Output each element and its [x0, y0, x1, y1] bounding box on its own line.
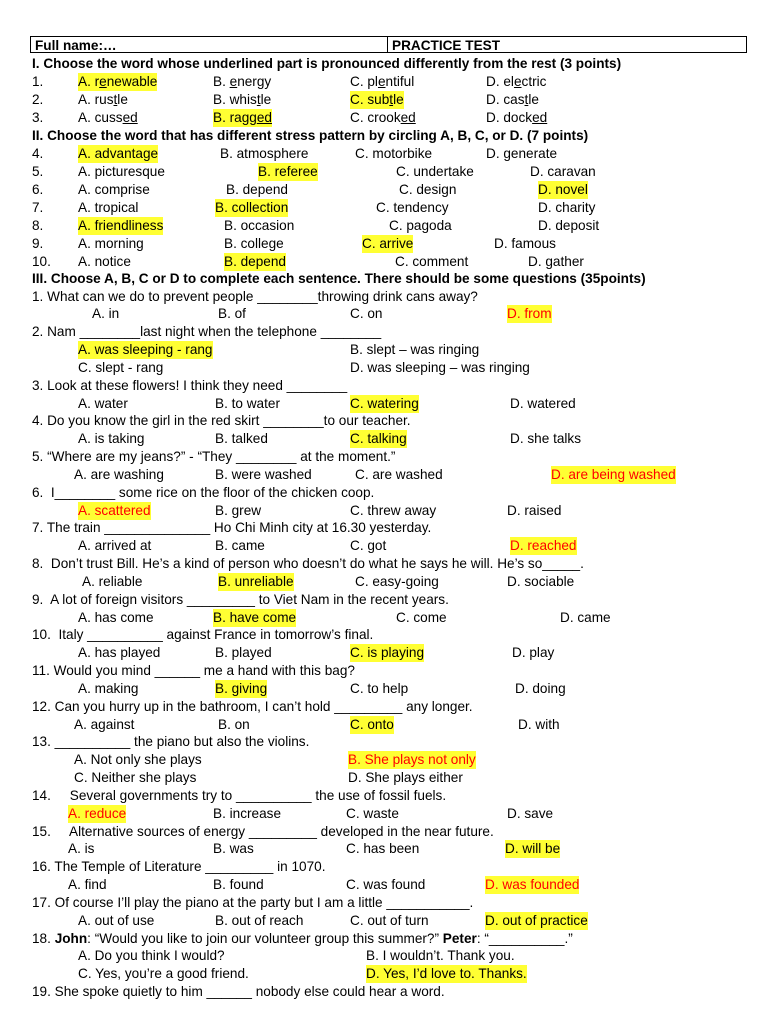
option-c[interactable]: C. plentiful	[350, 74, 415, 89]
option-b[interactable]: B. ragged	[213, 110, 272, 125]
answer-row	[0, 912, 768, 930]
option-b[interactable]: B. of	[218, 306, 246, 321]
answer-row	[0, 769, 768, 787]
option-d[interactable]: D. electric	[486, 74, 547, 89]
option-b[interactable]: B. atmosphere	[220, 146, 309, 161]
option-a[interactable]: A. picturesque	[78, 164, 165, 179]
option-b[interactable]: B. talked	[215, 431, 268, 446]
question-stem: 14. Several governments try to __________ the use of fossil fuels.	[32, 788, 447, 803]
option-d[interactable]: D. came	[560, 610, 611, 625]
option-d[interactable]: D. castle	[486, 92, 539, 107]
option-b[interactable]: B. giving	[215, 681, 268, 696]
option-a[interactable]: A. rustle	[78, 92, 128, 107]
option-c[interactable]: C. on	[350, 306, 383, 321]
question-row: 10. A. notice B. depend C. comment D. gather	[32, 254, 584, 269]
answer-row	[0, 573, 768, 591]
option-a[interactable]: A. in	[92, 306, 120, 321]
option-d[interactable]: D. charity	[538, 200, 596, 215]
option-d[interactable]: D. Yes, I’d love to. Thanks.	[366, 966, 527, 981]
option-c[interactable]: C. was found	[346, 877, 426, 892]
option-d[interactable]: D. are being washed	[551, 467, 676, 482]
option-a[interactable]: A. advantage	[78, 146, 159, 161]
option-d[interactable]: D. play	[512, 645, 555, 660]
option-a[interactable]: A. renewable	[78, 74, 158, 89]
test-title: PRACTICE TEST	[392, 38, 500, 53]
question-stem: 3. Look at these flowers! I think they need ________	[32, 378, 348, 393]
option-a[interactable]: A. find	[68, 877, 107, 892]
question-row: 1. A. renewable B. energy C. plentiful D. electric	[32, 74, 547, 89]
answer-row	[0, 947, 768, 965]
option-d[interactable]: D. out of practice	[485, 913, 588, 928]
option-a[interactable]: A. scattered	[78, 503, 151, 518]
answer-row	[0, 965, 768, 983]
option-c[interactable]: C. pagoda	[389, 218, 452, 233]
option-a[interactable]: A. reduce	[68, 806, 127, 821]
option-a[interactable]: A. arrived at	[78, 538, 152, 553]
answer-row	[0, 680, 768, 698]
option-d[interactable]: D. save	[507, 806, 554, 821]
option-a[interactable]: A. Not only she plays	[74, 752, 202, 767]
option-b[interactable]: B. She plays not only	[348, 752, 476, 767]
question-row: 5. A. picturesque B. referee C. undertake D. caravan	[32, 164, 596, 179]
option-c[interactable]: C. crooked	[350, 110, 416, 125]
question-stem: 13. __________ the piano but also the violins.	[32, 734, 310, 749]
option-b[interactable]: B. out of reach	[215, 913, 304, 928]
option-d[interactable]: D. was founded	[485, 877, 580, 892]
option-c[interactable]: C. Yes, you’re a good friend.	[78, 966, 249, 981]
test-title-box	[387, 36, 747, 53]
question-stem: 15. Alternative sources of energy _________ developed in the near future.	[32, 824, 494, 839]
option-d[interactable]: D. sociable	[507, 574, 575, 589]
option-a[interactable]: A. friendliness	[78, 218, 164, 233]
option-b[interactable]: B. whistle	[213, 92, 272, 107]
question-row: 9. A. morning B. college C. arrive D. famous	[32, 236, 556, 251]
option-c[interactable]: C. undertake	[396, 164, 474, 179]
option-c[interactable]: C. come	[396, 610, 447, 625]
option-d[interactable]: D. she talks	[510, 431, 582, 446]
option-c[interactable]: C. out of turn	[350, 913, 429, 928]
answer-row	[0, 305, 768, 323]
option-c[interactable]: C. motorbike	[355, 146, 433, 161]
option-c[interactable]: C. slept - rang	[78, 360, 164, 375]
answer-row	[0, 644, 768, 662]
answer-row	[0, 716, 768, 734]
option-d[interactable]: D. from	[507, 306, 552, 321]
answer-row	[0, 502, 768, 520]
answer-row	[0, 876, 768, 894]
option-c[interactable]: C. easy-going	[355, 574, 439, 589]
question-stem: 7. The train ______________ Ho Chi Minh city at 16.30 yesterday.	[32, 520, 432, 535]
answer-row	[0, 466, 768, 484]
option-d[interactable]: D. generate	[486, 146, 558, 161]
section-2-heading: II. Choose the word that has different stress pattern by circling A, B, C, or D. (7 points)	[32, 128, 589, 143]
option-a[interactable]: A. are washing	[74, 467, 164, 482]
option-b[interactable]: B. unreliable	[218, 574, 294, 589]
option-a[interactable]: A. was sleeping - rang	[78, 342, 213, 357]
question-stem: 2. Nam ________last night when the telephone ________	[32, 324, 382, 339]
option-b[interactable]: B. I wouldn’t. Thank you.	[366, 948, 515, 963]
option-a[interactable]: A. out of use	[78, 913, 155, 928]
answer-row	[0, 805, 768, 823]
option-c[interactable]: C. threw away	[350, 503, 437, 518]
option-c[interactable]: C. Neither she plays	[74, 770, 197, 785]
question-stem: 12. Can you hurry up in the bathroom, I can’t hold _________ any longer.	[32, 699, 473, 714]
option-c[interactable]: C. subtle	[350, 92, 404, 107]
answer-row	[0, 430, 768, 448]
option-b[interactable]: B. found	[213, 877, 264, 892]
question-stem: 9. A lot of foreign visitors _________ to Viet Nam in the recent years.	[32, 592, 449, 607]
option-c[interactable]: C. is playing	[350, 645, 425, 660]
option-b[interactable]: B. referee	[258, 164, 318, 179]
option-c[interactable]: C. onto	[350, 717, 394, 732]
option-a[interactable]: A. Do you think I would?	[78, 948, 225, 963]
question-stem: 18. John: “Would you like to join our volunteer group this summer?” Peter: “__________.”	[32, 931, 573, 946]
option-d[interactable]: D. famous	[494, 236, 556, 251]
option-a[interactable]: A. has played	[78, 645, 161, 660]
option-c[interactable]: C. design	[399, 182, 457, 197]
option-a[interactable]: A. is taking	[78, 431, 145, 446]
option-c[interactable]: C. tendency	[376, 200, 449, 215]
option-c[interactable]: C. watering	[350, 396, 419, 411]
option-b[interactable]: B. collection	[215, 200, 289, 215]
option-a[interactable]: A. water	[78, 396, 128, 411]
option-a[interactable]: A. has come	[78, 610, 154, 625]
option-b[interactable]: B. on	[218, 717, 250, 732]
option-b[interactable]: B. depend	[224, 254, 286, 269]
option-a[interactable]: A. against	[74, 717, 135, 732]
option-d[interactable]: D. reached	[510, 538, 577, 553]
answer-row	[0, 359, 768, 377]
option-d[interactable]: D. doing	[515, 681, 566, 696]
option-d[interactable]: D. was sleeping – was ringing	[350, 360, 530, 375]
question-stem: 5. “Where are my jeans?” - “They ________ at the moment.”	[32, 449, 396, 464]
question-row: 6. A. comprise B. depend C. design D. novel	[32, 182, 588, 197]
answer-row	[0, 395, 768, 413]
question-row: 8. A. friendliness B. occasion C. pagoda D. deposit	[32, 218, 600, 233]
option-c[interactable]: C. waste	[346, 806, 399, 821]
question-stem: 4. Do you know the girl in the red skirt ________to our teacher.	[32, 413, 411, 428]
option-c[interactable]: C. has been	[346, 841, 420, 856]
question-stem: 17. Of course I’ll play the piano at the party but I am a little ___________.	[32, 895, 474, 910]
option-c[interactable]: C. got	[350, 538, 387, 553]
option-d[interactable]: D. She plays either	[348, 770, 463, 785]
option-a[interactable]: A. notice	[78, 254, 131, 269]
option-b[interactable]: B. were washed	[215, 467, 312, 482]
option-d[interactable]: D. deposit	[538, 218, 600, 233]
option-b[interactable]: B. slept – was ringing	[350, 342, 480, 357]
question-row: 3. A. cussed B. ragged C. crooked D. docked	[32, 110, 548, 125]
option-b[interactable]: B. depend	[226, 182, 288, 197]
question-stem: 6. I________ some rice on the floor of the chicken coop.	[32, 485, 375, 500]
option-a[interactable]: A. reliable	[82, 574, 143, 589]
option-a[interactable]: A. making	[78, 681, 139, 696]
option-b[interactable]: B. grew	[215, 503, 262, 518]
option-b[interactable]: B. to water	[215, 396, 280, 411]
question-stem: 11. Would you mind ______ me a hand with this bag?	[32, 663, 355, 678]
question-stem: 8. Don’t trust Bill. He’s a kind of person who doesn’t do what he says he will. He’s so_____.	[32, 556, 584, 571]
option-d[interactable]: D. novel	[538, 182, 588, 197]
option-c[interactable]: C. comment	[395, 254, 469, 269]
answer-row	[0, 751, 768, 769]
option-c[interactable]: C. talking	[350, 431, 407, 446]
option-d[interactable]: D. docked	[486, 110, 548, 125]
option-a[interactable]: A. morning	[78, 236, 144, 251]
option-b[interactable]: B. came	[215, 538, 265, 553]
option-c[interactable]: C. arrive	[362, 236, 414, 251]
answer-row	[0, 840, 768, 858]
question-row: 4. A. advantage B. atmosphere C. motorbike D. generate	[32, 146, 558, 161]
question-stem: 19. She spoke quietly to him ______ nobody else could hear a word.	[32, 984, 445, 999]
full-name-label: Full name:…	[35, 38, 117, 53]
option-b[interactable]: B. college	[224, 236, 284, 251]
option-b[interactable]: B. increase	[213, 806, 282, 821]
option-c[interactable]: C. to help	[350, 681, 409, 696]
option-d[interactable]: D. gather	[528, 254, 584, 269]
option-d[interactable]: D. watered	[510, 396, 576, 411]
option-b[interactable]: B. have come	[213, 610, 297, 625]
section-3-heading: III. Choose A, B, C or D to complete each sentence. There should be some questions (35points)	[32, 271, 646, 286]
option-b[interactable]: B. occasion	[224, 218, 295, 233]
option-a[interactable]: A. tropical	[78, 200, 139, 215]
question-row: 2. A. rustle B. whistle C. subtle D. castle	[32, 92, 539, 107]
question-stem: 10. Italy __________ against France in tomorrow’s final.	[32, 627, 374, 642]
full-name-field[interactable]	[30, 36, 388, 53]
question-stem: 16. The Temple of Literature _________ in 1070.	[32, 859, 326, 874]
section-1-heading: I. Choose the word whose underlined part is pronounced differently from the rest (3 points)	[32, 56, 622, 71]
option-b[interactable]: B. played	[215, 645, 272, 660]
question-row: 7. A. tropical B. collection C. tendency D. charity	[32, 200, 596, 215]
option-a[interactable]: A. comprise	[78, 182, 150, 197]
option-c[interactable]: C. are washed	[355, 467, 443, 482]
answer-row	[0, 609, 768, 627]
option-b[interactable]: B. energy	[213, 74, 272, 89]
option-d[interactable]: D. will be	[505, 841, 561, 856]
option-b[interactable]: B. was	[213, 841, 254, 856]
option-a[interactable]: A. is	[68, 841, 95, 856]
option-d[interactable]: D. raised	[507, 503, 562, 518]
option-d[interactable]: D. with	[518, 717, 560, 732]
option-d[interactable]: D. caravan	[530, 164, 596, 179]
answer-row	[0, 341, 768, 359]
option-a[interactable]: A. cussed	[78, 110, 138, 125]
answer-row	[0, 537, 768, 555]
question-stem: 1. What can we do to prevent people ________throwing drink cans away?	[32, 289, 478, 304]
